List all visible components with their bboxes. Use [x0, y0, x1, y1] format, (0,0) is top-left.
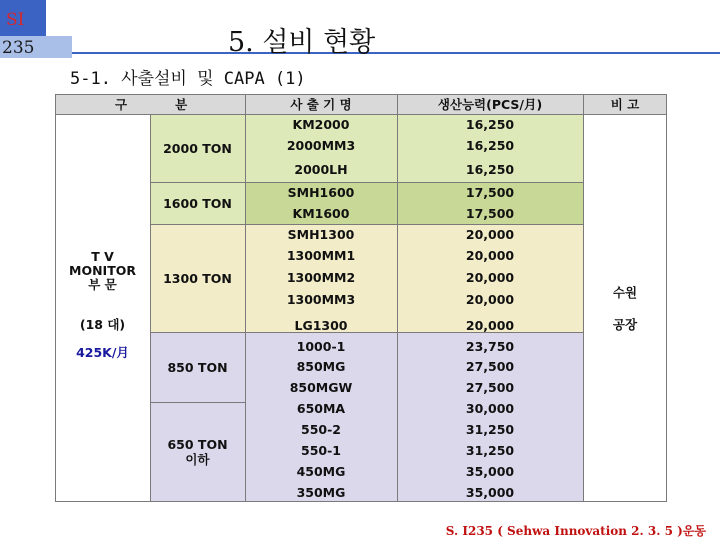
grid-line — [150, 182, 583, 183]
grid-line — [583, 94, 584, 502]
machine-cell: 550-2 — [301, 422, 341, 437]
group-650ton — [150, 402, 245, 502]
capacity-cell: 35,000 — [465, 484, 515, 500]
header-divider — [72, 52, 720, 54]
machine-cell: KM1600 — [292, 206, 350, 221]
capacity-cell: 16,250 — [465, 137, 515, 153]
machine-cell: 1000-1 — [296, 338, 346, 354]
corner-code: SI — [6, 10, 25, 30]
capacity-cell: 27,500 — [465, 380, 515, 395]
capacity-cell: 30,000 — [465, 401, 515, 416]
machine-cell: 1300MM1 — [286, 248, 356, 263]
machine-cell: 550-1 — [301, 443, 341, 458]
machine-cell: 1300MM2 — [286, 269, 356, 285]
section-subtitle: 5-1. 사출설비 및 CAPA (1) — [70, 69, 306, 89]
machine-cell: 850MGW — [289, 380, 353, 395]
grid-line — [245, 94, 246, 502]
equipment-table — [55, 94, 667, 502]
capacity-cell: 16,250 — [465, 116, 515, 132]
remark-line1: 수원 — [612, 285, 638, 300]
page-title: 5. 설비 현황 — [228, 27, 376, 58]
footer-campaign: S. I235 ( Sehwa Innovation 2. 3. 5 )운동 — [445, 524, 706, 538]
header-machine: 사 출 기 명 — [245, 94, 397, 114]
group-650ton-label: 650 TON — [167, 437, 228, 452]
grid-line — [55, 501, 667, 502]
capacity-cell: 20,000 — [465, 227, 515, 242]
machine-cell: LG1300 — [294, 317, 348, 333]
grid-line — [666, 94, 667, 502]
group-1300ton: 1300 TON — [150, 224, 245, 332]
corner-number: 235 — [2, 38, 35, 58]
remark-cell — [583, 114, 667, 502]
division-line3: 부 문 — [88, 277, 117, 292]
capacity-cell: 27,500 — [465, 359, 515, 374]
machine-cell: SMH1300 — [287, 227, 355, 242]
capacity-cell: 20,000 — [465, 291, 515, 307]
capacity-cell: 35,000 — [465, 464, 515, 479]
division-cell — [55, 114, 150, 502]
capacity-cell: 20,000 — [465, 269, 515, 285]
header-capacity: 생산능력(PCS/月) — [397, 94, 583, 114]
header-division-a: 구 — [115, 97, 128, 112]
grid-line — [55, 94, 667, 95]
group-650ton-sub: 이하 — [185, 452, 210, 467]
division-label — [55, 246, 150, 296]
machine-cell: 2000LH — [294, 161, 348, 177]
machine-cell: 2000MM3 — [286, 137, 356, 153]
grid-line — [150, 402, 245, 403]
capacity-cell: 20,000 — [465, 317, 515, 333]
capacity-cell: 16,250 — [465, 161, 515, 177]
group-850ton: 850 TON — [150, 332, 245, 402]
group-1600ton: 1600 TON — [150, 182, 245, 224]
group-2000ton: 2000 TON — [150, 114, 245, 182]
machine-cell: 350MG — [296, 484, 346, 500]
division-capacity: 425K/月 — [55, 344, 150, 360]
machine-cell: SMH1600 — [287, 185, 355, 200]
grid-line — [150, 114, 151, 502]
capacity-cell: 17,500 — [465, 206, 515, 221]
machine-cell: 850MG — [296, 359, 346, 374]
division-line2: MONITOR — [69, 263, 136, 278]
machine-cell: 450MG — [296, 464, 346, 479]
grid-line — [150, 224, 583, 225]
capacity-cell: 31,250 — [465, 443, 515, 458]
corner-badge — [0, 0, 72, 58]
remark-line2: 공장 — [612, 317, 638, 332]
capacity-cell: 20,000 — [465, 248, 515, 263]
header-division-b: 분 — [175, 97, 188, 112]
division-count: (18 대) — [55, 316, 150, 332]
machine-cell: 1300MM3 — [286, 291, 356, 307]
machine-cell: KM2000 — [292, 116, 350, 132]
grid-line — [397, 94, 398, 502]
grid-line — [150, 332, 583, 333]
capacity-cell: 23,750 — [465, 338, 515, 354]
header-remark: 비 고 — [583, 94, 667, 114]
grid-line — [55, 94, 56, 502]
header-division — [55, 94, 245, 114]
grid-line — [55, 114, 667, 115]
capacity-cell: 17,500 — [465, 185, 515, 200]
capacity-cell: 31,250 — [465, 422, 515, 437]
division-line1: T V — [91, 249, 114, 264]
machine-cell: 650MA — [296, 401, 346, 416]
